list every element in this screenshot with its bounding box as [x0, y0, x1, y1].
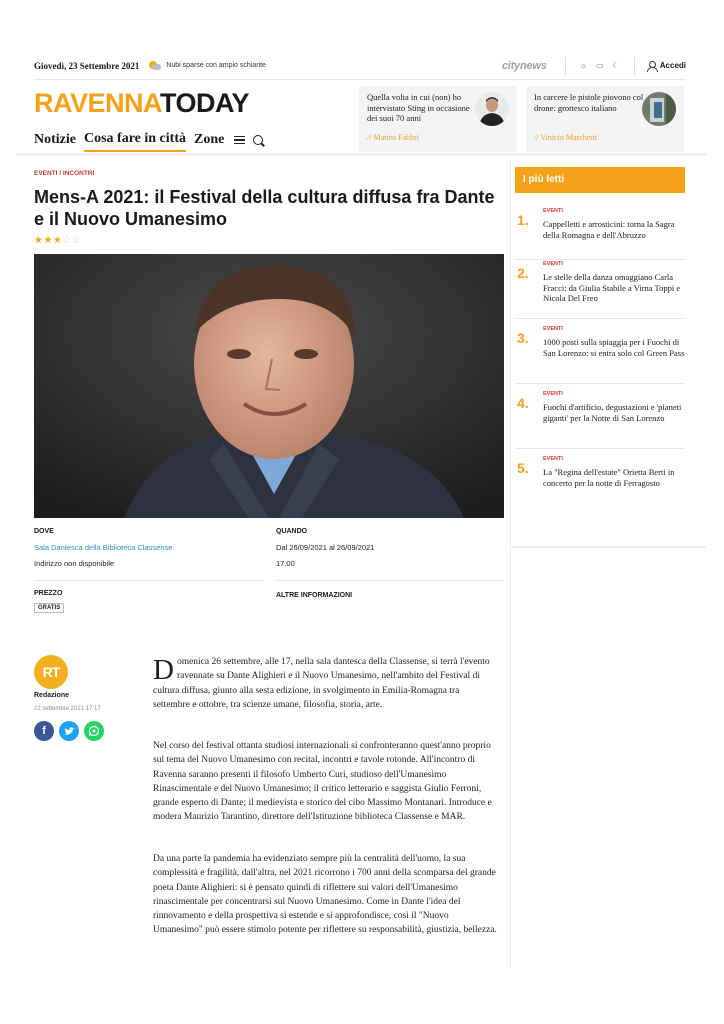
site-logo[interactable] — [34, 88, 249, 118]
nav-item-zone[interactable]: Zone — [193, 132, 225, 147]
event-dates: Dal 26/09/2021 al 26/09/2021 — [276, 543, 375, 552]
sun-icon[interactable]: ☼ — [579, 61, 588, 70]
nav-item-cosa-fare[interactable]: Cosa fare in città — [84, 131, 186, 152]
monitor-icon[interactable]: ▭ — [596, 61, 604, 70]
weather-text: Nubi sparse con ampio schiarite — [166, 62, 266, 69]
display-tools — [565, 57, 635, 75]
top-bar — [34, 52, 686, 80]
login-label: Accedi — [659, 61, 686, 70]
logo-part-city: RAVENNA — [34, 88, 161, 118]
event-time: 17.00 — [276, 559, 295, 568]
publish-date: 22 settembre 2021 17:17 — [34, 706, 101, 712]
author-name[interactable]: Redazione — [34, 692, 70, 699]
item-title: Cappelletti e arrosticini: torna la Sagra della Romagna e dell'Abruzzo — [543, 219, 675, 240]
paragraph-text: omenica 26 settembre, alle 17, nella sala dantesca della Classense, si terrà l'evento ravennate su Dante Alighieri e il Nuovo Umanesimo, nell'ambito del Festival di cultura diffusa, giunto alla sesta edizione, in svolgimento in Emilia-Romagna tra settembre e ottobre, tra scienze umane, filosofia, storia, arte. — [153, 657, 490, 710]
venue-link[interactable]: Sala Dantesca della Biblioteca Classense — [34, 543, 173, 552]
promo-title: Quella volta in cui (non) ho intervistato Sting in occasione dei suoi 70 anni — [367, 92, 470, 123]
facebook-icon[interactable]: f — [34, 721, 54, 741]
drop-cap: D — [153, 654, 174, 686]
rank-number: 5. — [517, 460, 529, 476]
most-read-item[interactable] — [515, 208, 685, 258]
article-paragraph: Nel corso del festival ottanta studiosi internazionali si confronteranno quest'anno proprio sul tema del Nuovo Umanesimo con recital, incontri e tavole rotonde. All'incontro di Ravenna saranno presenti il filosofo Umberto Curi, studioso dell'Umanesimo Rinascimentale e del Nuovo Umanesimo; il critico letterario e saggista Giulio Ferroni, grande esperto di Dante; il medievista e storico del cibo Massimo Montanari. Introduce e modera Maurizio Tarantino, direttore dell'Istituzione biblioteca Classense e MAR. — [153, 741, 492, 823]
promo-author-photo — [475, 92, 509, 126]
weather-widget[interactable] — [149, 61, 266, 70]
most-read-item[interactable] — [515, 456, 685, 506]
rank-number: 4. — [517, 395, 529, 411]
login-button[interactable] — [647, 61, 686, 71]
nav-item-notizie[interactable]: Notizie — [34, 132, 76, 147]
user-icon — [647, 61, 656, 71]
rank-number: 2. — [517, 265, 529, 281]
article-title: Mens-A 2021: il Festival della cultura diffusa fra Dante e il Nuovo Umanesimo — [34, 187, 495, 229]
twitter-icon[interactable] — [59, 721, 79, 741]
promo-author: // Matteo Fabbri — [367, 133, 419, 142]
more-info-label: ALTRE INFORMAZIONI — [276, 592, 353, 599]
rating-stars-on: ★★★ — [34, 235, 63, 246]
current-date: Giovedì, 23 Settembre 2021 — [34, 60, 140, 71]
item-title: Le stelle della danza omaggiano Carla Fracci: da Giulia Stabile a Virna Toppi e Nicola Del Freo — [543, 272, 681, 303]
most-read-item[interactable] — [515, 391, 685, 451]
item-title: La "Regina dell'estate" Orietta Berti in concerto per la notte di Ferragosto — [543, 467, 675, 488]
breadcrumb[interactable]: EVENTI / INCONTRI — [34, 170, 95, 177]
sidebar-divider — [510, 546, 706, 548]
where-label: DOVE — [34, 528, 54, 535]
item-category: EVENTI — [543, 326, 563, 332]
rating-stars — [34, 235, 81, 246]
header-divider — [16, 153, 706, 156]
item-category: EVENTI — [543, 391, 563, 397]
price-badge: GRATIS — [34, 603, 64, 613]
item-divider — [515, 448, 685, 449]
hero-photo — [34, 254, 504, 518]
column-divider — [510, 160, 511, 970]
logo-part-today: TODAY — [160, 88, 250, 118]
search-icon[interactable] — [253, 135, 263, 145]
moon-icon[interactable]: ☾ — [612, 61, 620, 70]
citynews-logo[interactable]: citynews — [501, 59, 547, 72]
rank-number: 3. — [517, 330, 529, 346]
whatsapp-icon[interactable] — [84, 721, 104, 741]
item-title: 1000 posti sulla spiaggia per i Fuochi di San Lorenzo: si entra solo col Green Pass — [543, 337, 685, 358]
promo-title: In carcere le pistole piovono col drone: grottesco italiano — [534, 92, 644, 113]
item-category: EVENTI — [543, 261, 563, 267]
menu-icon[interactable] — [234, 136, 245, 144]
article-paragraph: Da una parte la pandemia ha evidenziato sempre più la centralità dell'uomo, la sua complessità e fragilità, dall'altra, nel 2021 ricorrono i 700 anni della scomparsa del grande poeta Dante Alighieri: si è pensato quindi di riflettere sui valori dell'Umanesimo rinascimentale per concentrarsi sul Nuovo Umanesimo. Come in Dante l'idea del rinnovamento e della prospettiva si estende e si approfondisce, così il "Nuovo Umanesimo" può essere stimolo potente per riflettere su responsabilità, giustizia, bellezza. — [153, 854, 497, 936]
rating-stars-off: ☆☆ — [62, 235, 82, 246]
most-read-item[interactable] — [515, 326, 685, 386]
item-divider — [515, 383, 685, 384]
promo-card[interactable] — [526, 86, 684, 152]
when-label: QUANDO — [276, 528, 308, 535]
item-divider — [515, 259, 685, 260]
author-avatar[interactable]: RT — [34, 655, 68, 689]
main-nav — [34, 131, 263, 152]
price-label: PREZZO — [34, 590, 63, 597]
rank-number: 1. — [517, 212, 529, 228]
item-title: Fuochi d'artificio, degustazioni e 'pianeti giganti' per la Notte di San Lorenzo — [543, 402, 682, 423]
promo-card[interactable] — [359, 86, 517, 152]
item-category: EVENTI — [543, 456, 563, 462]
article-paragraph — [153, 655, 497, 712]
venue-address: Indirizzo non disponibile — [34, 559, 115, 568]
most-read-header: I più letti — [515, 167, 685, 193]
promo-author-photo — [642, 92, 676, 126]
info-divider — [276, 580, 504, 581]
item-divider — [515, 318, 685, 319]
promo-author: // Vinicio Marchetti — [534, 133, 597, 142]
most-read-item[interactable] — [515, 261, 685, 321]
weather-icon — [149, 61, 161, 70]
info-divider — [34, 580, 264, 581]
item-category: EVENTI — [543, 208, 563, 214]
